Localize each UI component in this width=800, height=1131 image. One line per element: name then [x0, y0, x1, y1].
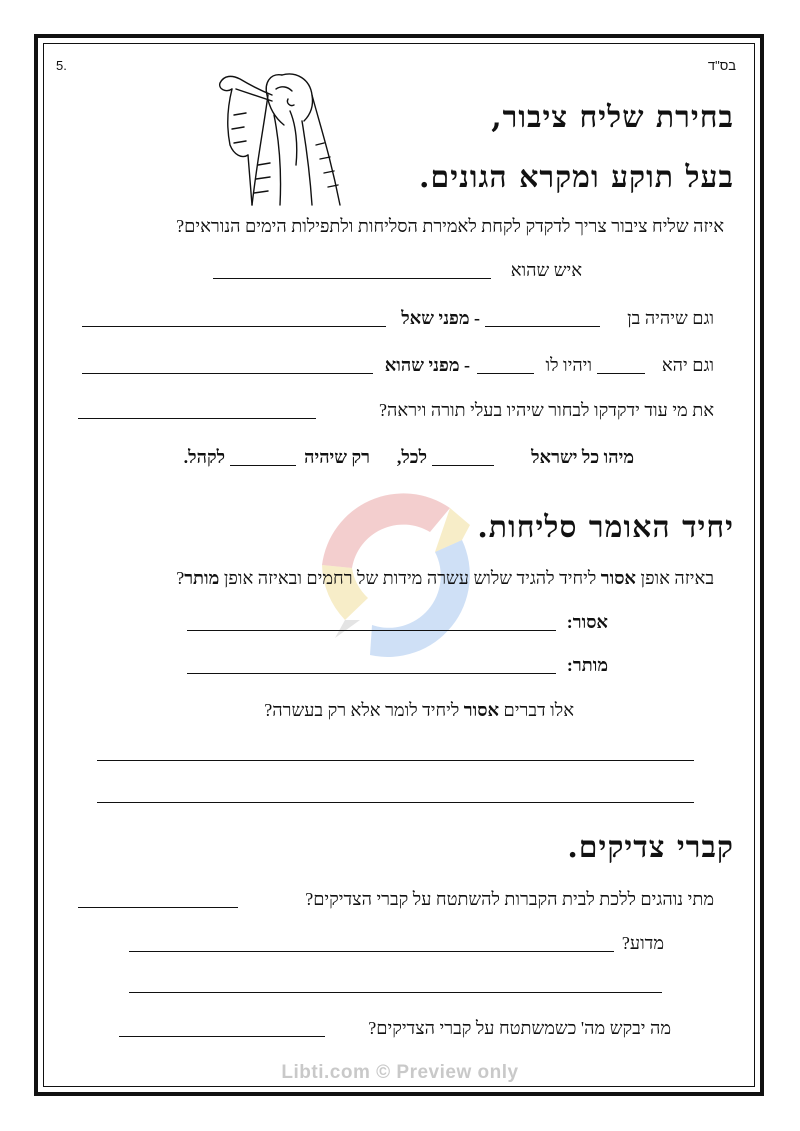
section3-question1: מתי נוהגים ללכת לבית הקברות להשתטח על קברי הצדיקים? — [305, 889, 714, 909]
answer-line-4[interactable] — [78, 418, 316, 419]
answer-line-q3-1[interactable] — [97, 760, 694, 761]
answer-line-1[interactable] — [213, 278, 491, 279]
line1-label: איש שהוא — [510, 260, 582, 280]
answer-line-allowed[interactable] — [187, 673, 556, 674]
q2-question-mark: ? — [176, 568, 185, 588]
shofar-blower-icon — [212, 55, 352, 215]
section3-question2: מה יבקש מה' כשמשתטח על קברי הצדיקים? — [368, 1018, 671, 1038]
line3-label-b: ויהיו לו — [545, 355, 592, 375]
section3-title: קברי צדיקים. — [567, 830, 734, 865]
q2-forbidden-word: אסור — [600, 568, 636, 588]
page-number: 5. — [56, 58, 67, 73]
q2-allowed-word: מותר — [184, 568, 220, 588]
section1-title-line1: בחירת שליח ציבור, — [491, 100, 734, 135]
answer-line-forbidden[interactable] — [187, 630, 556, 631]
q3-part-c: ליחיד לומר אלא רק בעשרה? — [264, 700, 460, 720]
fill-text-b: לכל, — [396, 447, 427, 467]
q3-part-a: אלו דברים — [503, 700, 574, 720]
bsd-label: בס"ד — [707, 58, 736, 73]
line2-label-b: - מפני שאל — [401, 308, 480, 328]
forbidden-label: אסור: — [566, 612, 608, 632]
answer-line-2a[interactable] — [485, 326, 600, 327]
answer-line-5a[interactable] — [432, 465, 494, 466]
section1-title-line2: בעל תוקע ומקרא הגונים. — [419, 160, 734, 195]
q3-forbidden-word: אסור — [463, 700, 500, 720]
watermark-text: Libti.com © Preview only — [281, 1062, 519, 1083]
section2-question — [176, 568, 714, 589]
answer-line-q3-2[interactable] — [97, 802, 694, 803]
answer-line-why-2[interactable] — [129, 992, 662, 993]
q2-part-c: ליחיד להגיד שלוש עשרה מידות של רחמים ובאיזה אופן — [223, 568, 597, 588]
answer-line-5b[interactable] — [230, 465, 296, 466]
line3-label-a: וגם יהא — [661, 355, 714, 375]
answer-line-s3-1[interactable] — [78, 907, 238, 908]
fill-text-a: מיהו כל ישראל — [531, 447, 634, 467]
answer-line-2b[interactable] — [82, 326, 386, 327]
section2-title: יחיד האומר סליחות. — [477, 510, 734, 545]
allowed-label: מותר: — [566, 655, 608, 675]
why-label: מדוע? — [621, 933, 664, 953]
fill-text-c: רק שיהיה — [304, 447, 370, 467]
section2-question2 — [264, 700, 574, 721]
answer-line-3b[interactable] — [477, 373, 534, 374]
answer-line-3a[interactable] — [597, 373, 645, 374]
answer-line-why-1[interactable] — [129, 951, 614, 952]
section1-question2: את מי עוד ידקדקו לבחור שיהיו בעלי תורה ויראה? — [379, 400, 714, 420]
fill-text-d: לקהל. — [183, 447, 225, 467]
q2-part-a: באיזה אופן — [640, 568, 714, 588]
answer-line-3c[interactable] — [82, 373, 373, 374]
line3-label-c: - מפני שהוא — [384, 355, 470, 375]
line2-label-a: וגם שיהיה בן — [627, 308, 714, 328]
answer-line-s3-2[interactable] — [119, 1036, 325, 1037]
section1-question: איזה שליח ציבור צריך לדקדק לקחת לאמירת הסליחות ולתפילות הימים הנוראים? — [176, 216, 724, 236]
